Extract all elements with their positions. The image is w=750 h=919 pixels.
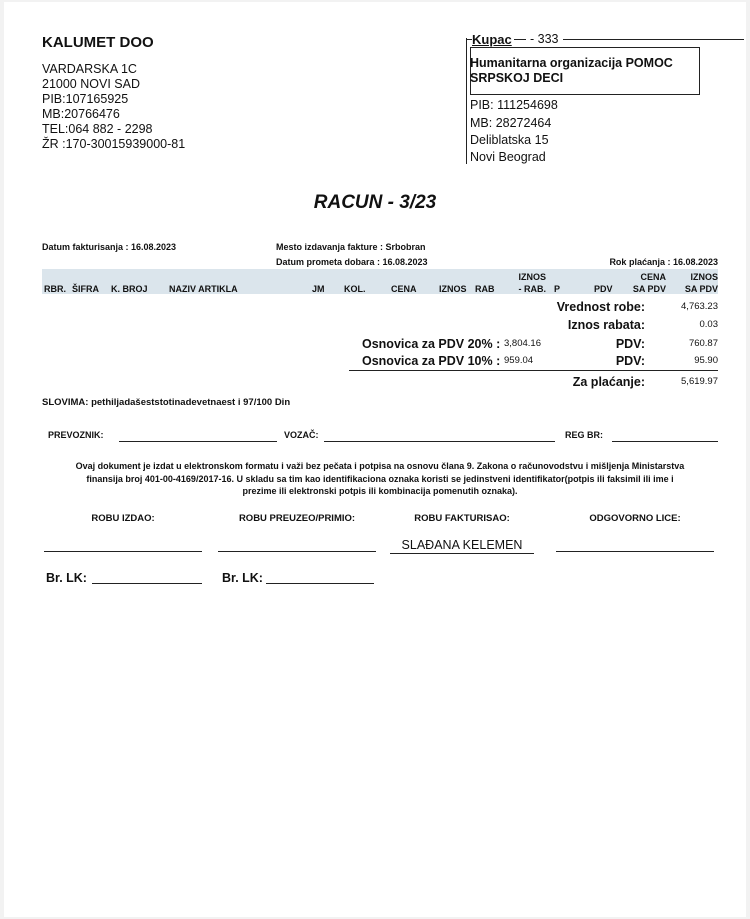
buyer-street: Deliblatska 15 (470, 133, 549, 147)
col-p: P (554, 284, 561, 294)
seller-name: KALUMET DOO (42, 34, 154, 51)
pdv-20-label: PDV: (615, 337, 645, 351)
invoice-page (4, 2, 746, 917)
vrednost-robe-label: Vrednost robe: (556, 300, 645, 314)
robu-fakturisao-label: ROBU FAKTURISAO: (414, 513, 510, 524)
iznos-rabata-label: Iznos rabata: (567, 318, 645, 332)
seller-address: VARDARSKA 1C (42, 62, 137, 76)
col-iznos-rab: IZNOS - RAB. (518, 272, 546, 294)
col-jm: JM (312, 284, 325, 294)
robu-izdao-line[interactable] (44, 551, 202, 552)
reg-br-label: REG BR: (565, 430, 603, 440)
col-iznos-sa-pdv: IZNOS SA PDV (684, 272, 718, 294)
legal-notice: Ovaj dokument je izdat u elektronskom formatu i važi bez pečata i potpisa na osnovu člana 9. Zakona o računovodstvu i mišljenja Ministarstva finansija broj 401-00-4169/2017-16. U skladu sa tim kao identifikaciona oznaka koristi se jedinstveni identifikator(potpis ili faksimil ili ime i prezime ili elektronski potpis ili kombinacija pomenutih oznaka). (75, 461, 685, 496)
za-placanje-value: 5,619.97 (681, 376, 718, 387)
rok-placanja: Rok plaćanja : 16.08.2023 (609, 257, 718, 267)
mesto-izdavanja: Mesto izdavanja fakture : Srbobran (276, 242, 426, 252)
seller-mb: MB:20766476 (42, 107, 120, 121)
summary-rule (349, 370, 718, 371)
datum-prometa: Datum prometa dobara : 16.08.2023 (276, 257, 428, 267)
datum-fakturisanja: Datum fakturisanja : 16.08.2023 (42, 242, 177, 252)
invoice-title: RACUN - 3/23 (313, 192, 437, 213)
col-k-broj: K. BROJ (111, 284, 148, 294)
prevoznik-label: PREVOZNIK: (48, 430, 104, 440)
br-lk-1-line[interactable] (92, 583, 202, 584)
prevoznik-line[interactable] (119, 441, 277, 442)
pdv-10-label: PDV: (615, 354, 645, 368)
br-lk-2-label: Br. LK: (222, 571, 263, 585)
col-cena-sa-pdv: CENA SA PDV (632, 272, 666, 294)
iznos-rabata-value: 0.03 (699, 319, 718, 330)
buyer-name: Humanitarna organizacija POMOC SRPSKOJ DECI (470, 56, 673, 85)
br-lk-1-label: Br. LK: (46, 571, 87, 585)
seller-pib: PIB:107165925 (42, 92, 129, 106)
robu-izdao-label: ROBU IZDAO: (91, 513, 155, 524)
robu-fakturisao-line (390, 553, 534, 554)
pdv-10-value: 95.90 (694, 355, 718, 366)
osnovica-10-label: Osnovica za PDV 10% : (362, 354, 501, 368)
col-cena: CENA (391, 284, 417, 294)
za-placanje-label: Za plaćanje: (572, 375, 645, 389)
osnovica-20-label: Osnovica za PDV 20% : (362, 337, 501, 351)
buyer-mb: MB: 28272464 (470, 116, 552, 130)
col-pdv: PDV (594, 284, 613, 294)
seller-zr: ŽR :170-30015939000-81 (42, 137, 186, 151)
seller-tel: TEL:064 882 - 2298 (42, 122, 153, 136)
col-kol: KOL. (344, 284, 366, 294)
amount-in-words: SLOVIMA: pethiljadašeststotinadevetnaest i 97/100 Din (42, 397, 291, 408)
vozac-label: VOZAČ: (284, 430, 319, 440)
vrednost-robe-value: 4,763.23 (681, 301, 718, 312)
robu-preuzeo-label: ROBU PREUZEO/PRIMIO: (238, 513, 356, 524)
odgovorno-lice-label: ODGOVORNO LICE: (589, 513, 681, 524)
pdv-20-value: 760.87 (688, 338, 718, 349)
vozac-line[interactable] (324, 441, 555, 442)
odgovorno-lice-line[interactable] (556, 551, 714, 552)
buyer-pib: PIB: 111254698 (470, 98, 558, 112)
col-naziv-artikla: NAZIV ARTIKLA (169, 284, 238, 294)
robu-fakturisao-name: SLAĐANA KELEMEN (401, 538, 523, 552)
col-sifra: ŠIFRA (72, 284, 99, 294)
reg-br-line[interactable] (612, 441, 718, 442)
osnovica-20-value: 3,804.16 (504, 338, 541, 349)
col-rbr: RBR. (44, 284, 66, 294)
buyer-number: - 333 (526, 32, 563, 46)
seller-city: 21000 NOVI SAD (42, 77, 140, 91)
col-iznos: IZNOS (439, 284, 467, 294)
buyer-city: Novi Beograd (470, 150, 546, 164)
buyer-label: Kupac (472, 32, 512, 47)
br-lk-2-line[interactable] (266, 583, 374, 584)
osnovica-10-value: 959.04 (504, 355, 534, 366)
col-rab: RAB (475, 284, 495, 294)
robu-preuzeo-line[interactable] (218, 551, 376, 552)
